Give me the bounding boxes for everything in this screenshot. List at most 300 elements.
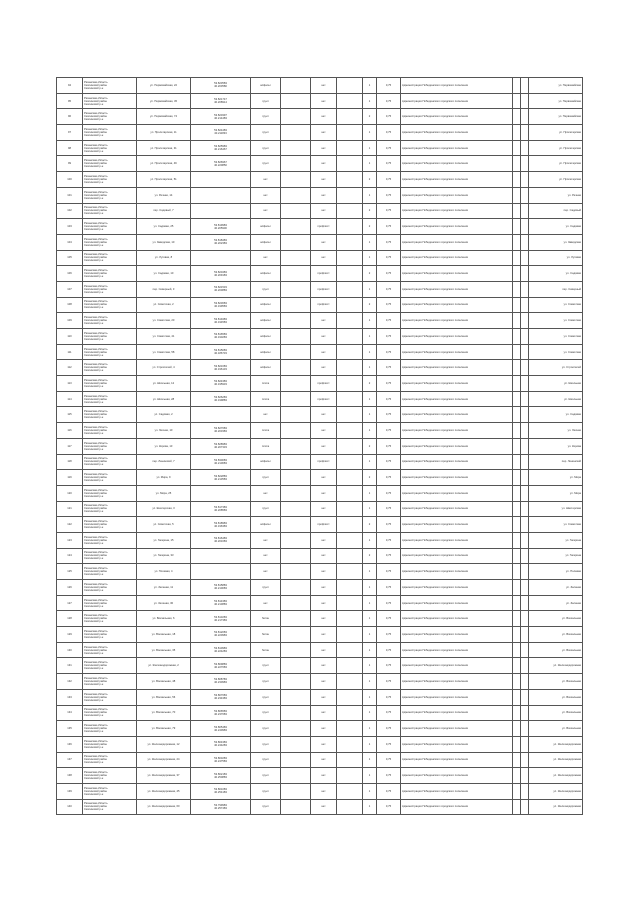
region-line: Скопинский р-н [84,573,104,577]
place-cell: ул. Школьная [529,376,583,392]
count-cell: 2 [363,438,377,454]
latitude: 53.821683 [214,364,227,368]
region-line: Скопинский район [84,287,107,291]
address-cell: ул. Садовая, 10 [137,266,191,282]
cover-cell: нет [251,407,281,423]
num-cell: 106 [57,266,83,282]
volume-cell: 0,75 [377,627,401,643]
empty-cell [337,674,363,690]
table-row [57,140,583,156]
organization-cell: Администрация Побединского городского поселения [401,203,513,219]
region-line: Скопинский р-н [84,557,104,561]
count-cell: 1 [363,627,377,643]
count-cell: 1 [363,407,377,423]
empty-cell [281,407,311,423]
empty-cell [337,376,363,392]
region-line: Рязанская область [84,504,108,508]
region-line: Рязанская область [84,755,108,759]
table-row [57,580,583,596]
place-cell: ул. Советская [529,329,583,345]
empty-cell [513,454,521,470]
region-line: Скопинский р-н [84,447,104,451]
address-cell: ул. Лесная, 10 [137,423,191,439]
longitude: 40.199883 [214,399,227,403]
num-cell: 118 [57,454,83,470]
fence-cell: нет [311,658,337,674]
organization-cell: Администрация Побединского городского поселения [401,438,513,454]
region-line: Рязанская область [84,127,108,131]
fence-cell: профлист [311,219,337,235]
organization-cell: Администрация Побединского городского поселения [401,752,513,768]
fence-cell: нет [311,532,337,548]
count-cell: 1 [363,736,377,752]
cover-cell: грунт [251,721,281,737]
empty-cell [337,768,363,784]
region-line: Скопинский р-н [84,228,104,232]
cover-cell: грунт [251,658,281,674]
empty-cell [337,454,363,470]
empty-cell [281,736,311,752]
region-cell [83,360,137,376]
empty-cell [337,470,363,486]
region-line: Скопинский район [84,193,107,197]
empty-cell [521,470,529,486]
num-cell: 126 [57,580,83,596]
place-cell: ул. Гагарина [529,548,583,564]
empty-cell [513,705,521,721]
latitude: 53.827683 [214,427,227,431]
region-line: Скопинский р-н [84,196,104,200]
longitude: 40.205900 [214,226,227,230]
coords-cell [191,768,251,784]
place-cell: ул. Шахтерская [529,501,583,517]
table-row [57,156,583,172]
region-line: Скопинский р-н [84,526,104,530]
count-cell: 1 [363,564,377,580]
place-cell: ул. Кирова [529,438,583,454]
region-line: Скопинский р-н [84,808,104,812]
cover-cell: плита [251,438,281,454]
empty-cell [521,438,529,454]
fence-cell: нет [311,768,337,784]
cover-cell: грунт [251,281,281,297]
region-cell [83,501,137,517]
place-cell: пер. Северный [529,281,583,297]
region-line: Рязанская область [84,551,108,555]
empty-cell [513,438,521,454]
region-cell [83,281,137,297]
table-row [57,344,583,360]
num-cell: 100 [57,172,83,188]
num-cell: 104 [57,234,83,250]
latitude: 53.819983 [214,223,227,227]
volume-cell: 0,75 [377,752,401,768]
place-cell: ул. Луговая [529,250,583,266]
fence-cell: нет [311,329,337,345]
address-cell: ул. Мира, 25 [137,485,191,501]
empty-cell [281,266,311,282]
count-cell: 1 [363,423,377,439]
region-line: Рязанская область [84,441,108,445]
organization-cell: Администрация Побединского городского поселения [401,721,513,737]
empty-cell [513,595,521,611]
num-cell: 103 [57,219,83,235]
count-cell: 1 [363,360,377,376]
empty-cell [281,360,311,376]
empty-cell [281,438,311,454]
count-cell: 1 [363,501,377,517]
cover-cell: грунт [251,689,281,705]
cover-cell: грунт [251,501,281,517]
num-cell: 108 [57,297,83,313]
region-line: Скопинский район [84,460,107,464]
longitude: 40.209183 [214,273,227,277]
cover-cell: асфальт [251,234,281,250]
region-line: Рязанская область [84,316,108,320]
region-cell [83,156,137,172]
volume-cell: 0,75 [377,674,401,690]
num-cell: 140 [57,799,83,815]
count-cell: 1 [363,705,377,721]
num-cell: 112 [57,360,83,376]
latitude: 53.807683 [214,694,227,698]
region-line: Скопинский район [84,162,107,166]
longitude: 40.199583 [214,304,227,308]
region-line: Рязанская область [84,331,108,335]
region-line: Рязанская область [84,582,108,586]
longitude: 40.254183 [214,791,227,795]
longitude: 40.202383 [214,242,227,246]
fence-cell: нет [311,705,337,721]
latitude: 53.816583 [214,333,227,337]
latitude: 53.805483 [214,725,227,729]
count-cell: 2 [363,548,377,564]
empty-cell [513,329,521,345]
place-cell: ул. Первомайская [529,109,583,125]
coords-cell [191,219,251,235]
empty-cell [513,156,521,172]
region-line: Скопинский р-н [84,431,104,435]
fence-cell: нет [311,140,337,156]
place-cell: ул. Вокзальная [529,627,583,643]
address-cell: ул. Железнодорожная, 24 [137,752,191,768]
empty-cell [521,627,529,643]
count-cell: 1 [363,454,377,470]
empty-cell [281,752,311,768]
num-cell: 135 [57,721,83,737]
empty-cell [521,156,529,172]
fence-cell: нет [311,109,337,125]
empty-cell [337,485,363,501]
organization-cell: Администрация Побединского городского поселения [401,391,513,407]
table-row [57,642,583,658]
region-line: Скопинский р-н [84,133,104,137]
address-cell: пер. Северный, 3 [137,281,191,297]
empty-cell [513,689,521,705]
region-cell [83,297,137,313]
place-cell: ул. Советская [529,313,583,329]
latitude: 53.823583 [214,82,227,86]
region-cell [83,768,137,784]
volume-cell: 0,75 [377,297,401,313]
latitude: 53.809883 [214,662,227,666]
fence-cell: нет [311,564,337,580]
coords-cell [191,736,251,752]
cover-cell: грунт [251,705,281,721]
volume-cell: 0,75 [377,799,401,815]
region-cell [83,172,137,188]
latitude: 53.825983 [214,145,227,149]
coords-cell [191,799,251,815]
region-line: Рязанская область [84,661,108,665]
latitude: 53.824383 [214,380,227,384]
volume-cell: 0,75 [377,360,401,376]
address-cell: ул. Вокзальная, 18 [137,627,191,643]
num-cell: 95 [57,93,83,109]
region-line: Рязанская область [84,802,108,806]
cover-cell: нет [251,187,281,203]
region-line: Рязанская область [84,629,108,633]
place-cell: пер. Садовый [529,203,583,219]
region-line: Скопинский район [84,413,107,417]
place-cell: ул. Советская [529,344,583,360]
region-line: Скопинский район [84,648,107,652]
place-cell: пер. Ленинский [529,454,583,470]
empty-cell [521,595,529,611]
count-cell: 1 [363,391,377,407]
coords-cell [191,187,251,203]
fence-cell: нет [311,344,337,360]
table-row [57,281,583,297]
empty-cell [513,642,521,658]
empty-cell [281,501,311,517]
fence-cell: нет [311,485,337,501]
count-cell: 1 [363,187,377,203]
count-cell: 1 [363,642,377,658]
organization-cell: Администрация Побединского городского поселения [401,768,513,784]
cover-cell: плита [251,423,281,439]
table-row [57,187,583,203]
latitude: 53.826283 [214,396,227,400]
empty-cell [281,658,311,674]
longitude: 40.213583 [214,477,227,481]
empty-cell [513,360,521,376]
fence-cell: профлист [311,454,337,470]
region-line: Скопинский р-н [84,479,104,483]
organization-cell: Администрация Побединского городского поселения [401,281,513,297]
organization-cell: Администрация Побединского городского поселения [401,642,513,658]
empty-cell [281,548,311,564]
region-cell [83,407,137,423]
coords-cell [191,721,251,737]
address-cell: пер. Садовый, 7 [137,203,191,219]
table-row [57,125,583,141]
empty-cell [337,125,363,141]
empty-cell [521,423,529,439]
volume-cell: 0,75 [377,548,401,564]
region-line: Скопинский район [84,256,107,260]
empty-cell [281,203,311,219]
longitude: 40.211833 [214,132,227,136]
empty-cell [337,548,363,564]
place-cell: ул. Железнодорожная [529,783,583,799]
cover-cell: грунт [251,768,281,784]
empty-cell [281,454,311,470]
empty-cell [281,580,311,596]
count-cell: 1 [363,313,377,329]
fence-cell: нет [311,470,337,486]
latitude: 53.821747 [214,98,227,102]
num-cell: 138 [57,768,83,784]
empty-cell [281,313,311,329]
longitude: 40.224283 [214,650,227,654]
region-line: Скопинский район [84,664,107,668]
cover-cell: асфальт [251,297,281,313]
region-line: Скопинский р-н [84,494,104,498]
volume-cell: 0,75 [377,156,401,172]
region-line: Рязанская область [84,614,108,618]
table-row [57,454,583,470]
empty-cell [513,250,521,266]
region-line: Рязанская область [84,363,108,367]
empty-cell [513,344,521,360]
count-cell: 1 [363,125,377,141]
empty-cell [521,234,529,250]
latitude: 53.806583 [214,709,227,713]
longitude: 40.203883 [214,289,227,293]
region-line: Скопинский район [84,146,107,150]
longitude: 40.237683 [214,712,227,716]
num-cell: 102 [57,203,83,219]
empty-cell [281,532,311,548]
coords-cell [191,564,251,580]
empty-cell [521,172,529,188]
coords-cell [191,391,251,407]
region-line: Скопинский район [84,334,107,338]
empty-cell [513,658,521,674]
empty-cell [513,627,521,643]
empty-cell [337,611,363,627]
cover-cell: асфальт [251,360,281,376]
table-row [57,438,583,454]
place-cell: ул. Железнодорожная [529,752,583,768]
empty-cell [521,485,529,501]
cover-cell: грунт [251,93,281,109]
empty-cell [521,329,529,345]
latitude: 53.820397 [214,113,227,117]
region-line: Рязанская область [84,645,108,649]
longitude: 40.203383 [214,430,227,434]
empty-cell [281,517,311,533]
coords-cell [191,78,251,94]
num-cell: 109 [57,313,83,329]
num-cell: 139 [57,783,83,799]
place-cell: ул. Вокзальная [529,674,583,690]
empty-cell [521,689,529,705]
empty-cell [281,140,311,156]
cover-cell: асфальт [251,78,281,94]
volume-cell: 0,75 [377,689,401,705]
empty-cell [513,548,521,564]
region-cell [83,376,137,392]
region-line: Рязанская область [84,96,108,100]
empty-cell [337,642,363,658]
region-line: Скопинский р-н [84,651,104,655]
empty-cell [521,611,529,627]
organization-cell: Администрация Побединского городского поселения [401,156,513,172]
region-line: Скопинский р-н [84,620,104,624]
empty-cell [281,783,311,799]
empty-cell [513,532,521,548]
fence-cell: профлист [311,376,337,392]
coords-cell [191,627,251,643]
num-cell: 107 [57,281,83,297]
empty-cell [521,674,529,690]
region-line: Рязанская область [84,394,108,398]
place-cell: ул. Гагарина [529,532,583,548]
fence-cell: нет [311,548,337,564]
longitude: 40.210683 [214,461,227,465]
empty-cell [337,423,363,439]
place-cell: ул. Школьная [529,391,583,407]
coords-cell [191,642,251,658]
empty-cell [513,266,521,282]
region-line: Рязанская область [84,535,108,539]
cover-cell: асфальт [251,454,281,470]
address-cell: ул. Железнодорожная, 12 [137,736,191,752]
empty-cell [281,799,311,815]
empty-cell [513,470,521,486]
empty-cell [513,172,521,188]
empty-cell [337,799,363,815]
fence-cell: нет [311,93,337,109]
address-cell: ул. Садовая, 25 [137,219,191,235]
empty-cell [337,281,363,297]
coords-cell [191,329,251,345]
longitude: 40.216467 [214,148,227,152]
empty-cell [521,721,529,737]
empty-cell [281,93,311,109]
coords-cell [191,454,251,470]
region-cell [83,470,137,486]
count-cell: 2 [363,109,377,125]
count-cell: 2 [363,297,377,313]
volume-cell: 0,75 [377,532,401,548]
region-cell [83,344,137,360]
empty-cell [337,250,363,266]
num-cell: 115 [57,407,83,423]
region-line: Рязанская область [84,473,108,477]
address-cell: ул. Мира, 9 [137,470,191,486]
empty-cell [513,234,521,250]
region-cell [83,564,137,580]
empty-cell [337,156,363,172]
count-cell: 1 [363,658,377,674]
longitude: 40.217383 [214,618,227,622]
region-cell [83,234,137,250]
empty-cell [521,454,529,470]
region-line: Скопинский район [84,742,107,746]
count-cell: 1 [363,78,377,94]
address-cell: ул. Зеленая, 11 [137,580,191,596]
coords-cell [191,595,251,611]
organization-cell: Администрация Побединского городского поселения [401,219,513,235]
volume-cell: 0,75 [377,376,401,392]
coords-cell [191,470,251,486]
volume-cell: 0,75 [377,501,401,517]
organization-cell: Администрация Побединского городского поселения [401,329,513,345]
fence-cell: нет [311,627,337,643]
